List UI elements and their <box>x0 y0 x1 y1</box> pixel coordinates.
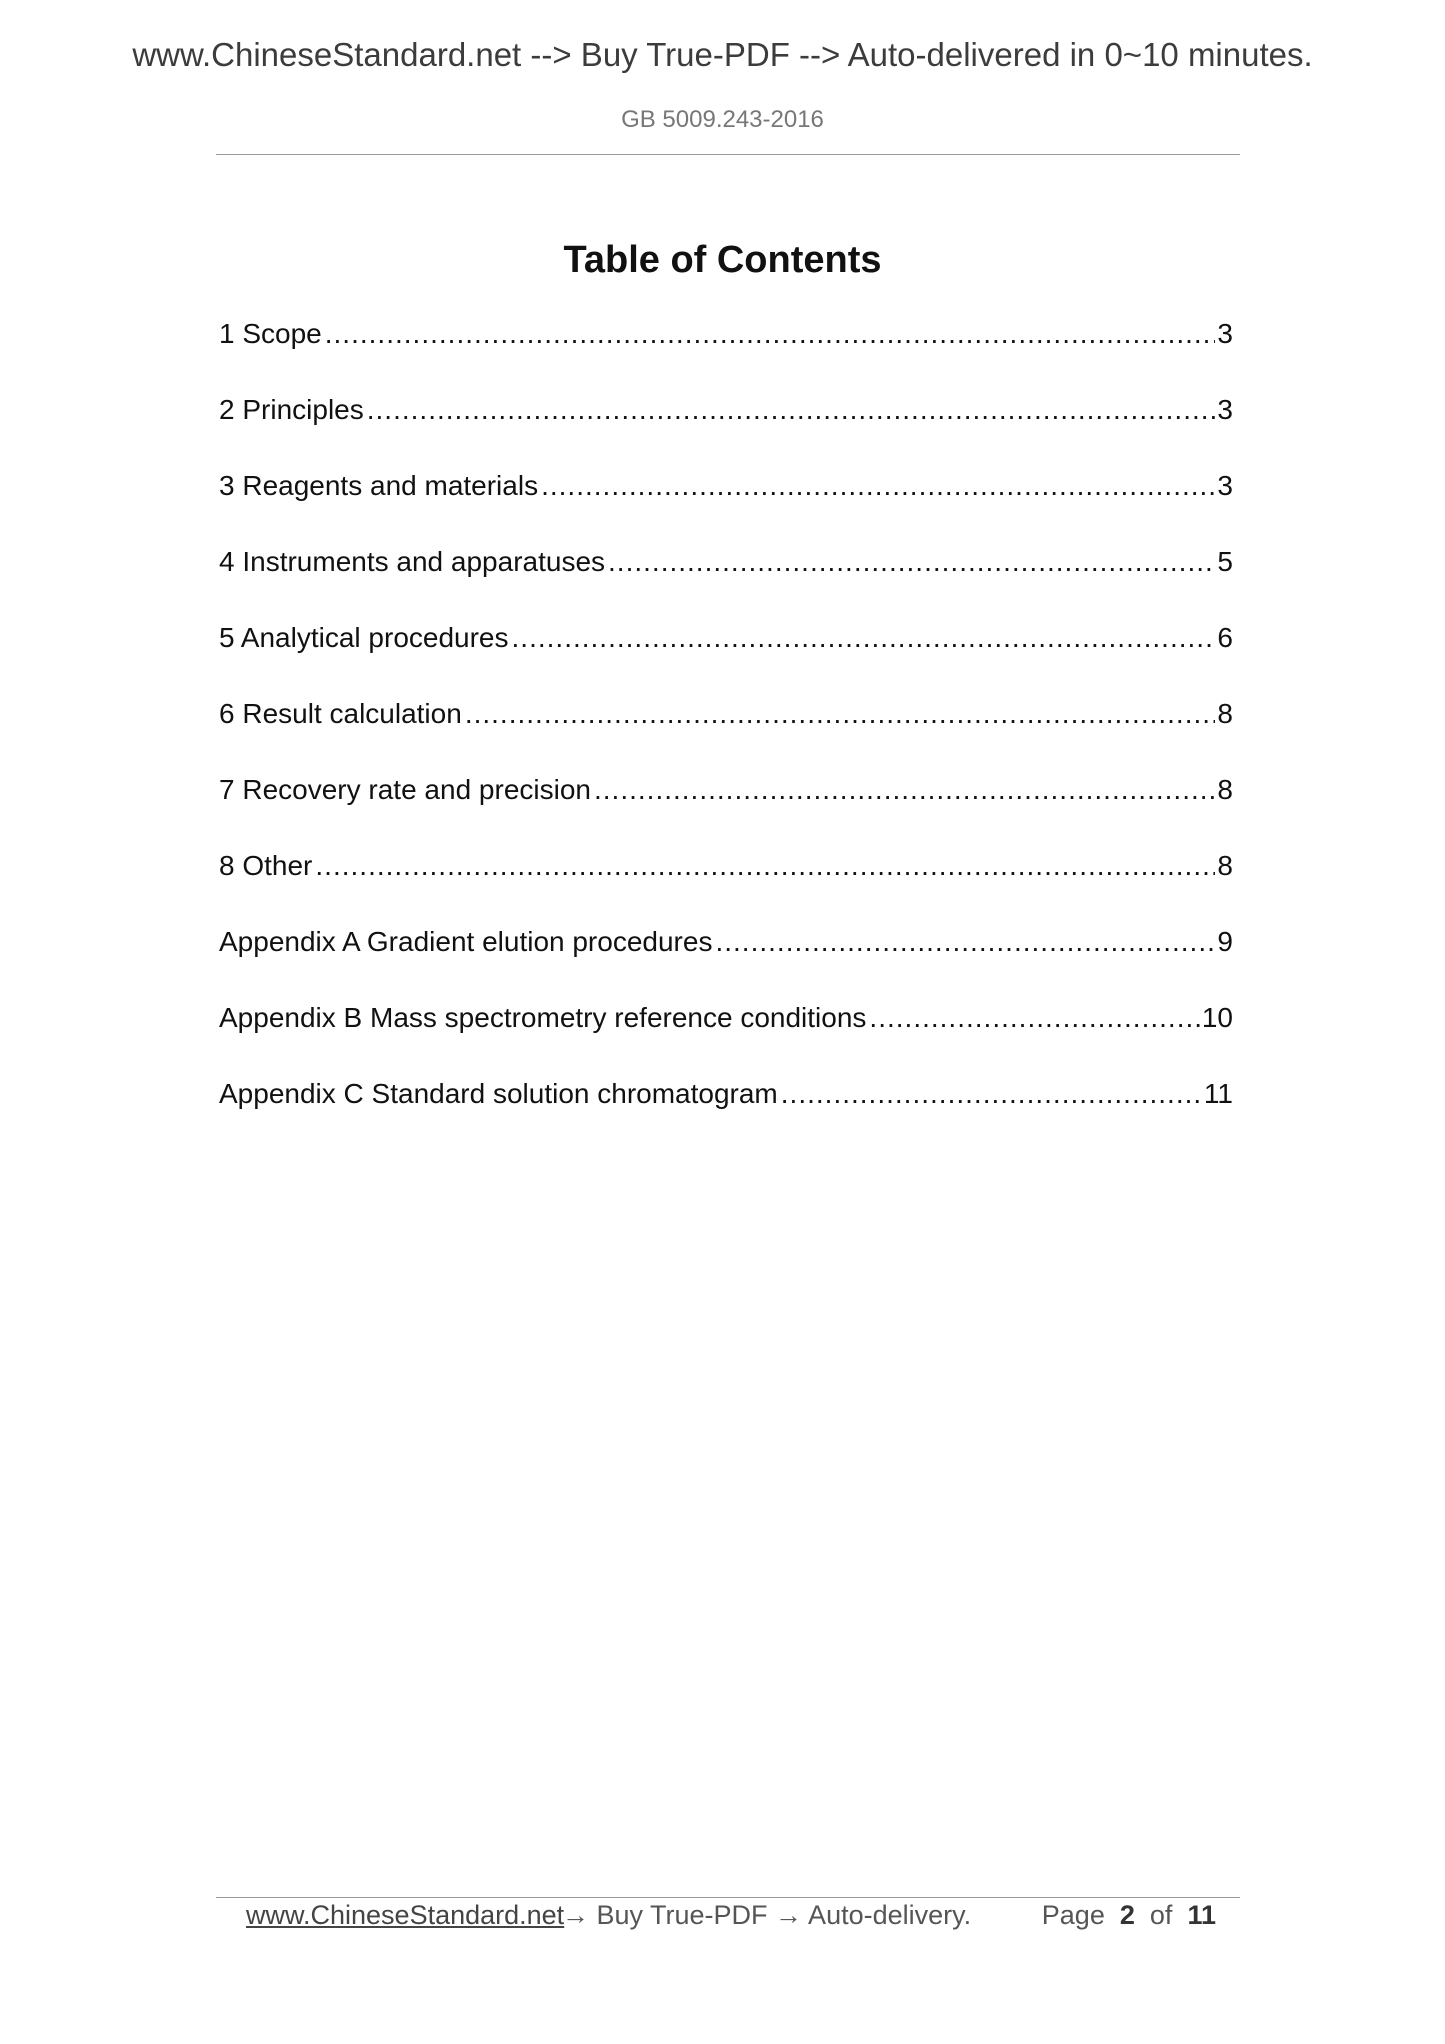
toc-entry-label: 5 Analytical procedures <box>219 622 509 653</box>
toc-entry-page: 9 <box>1217 926 1233 957</box>
toc-dot-leader <box>465 692 1216 736</box>
toc-entry-page: 3 <box>1217 318 1233 349</box>
toc-entry-appendix-b[interactable] <box>219 996 1233 1072</box>
toc-entry-label: 2 Principles <box>219 394 364 425</box>
toc-list <box>219 312 1233 1148</box>
page-total: 11 <box>1187 1900 1216 1930</box>
toc-entry-appendix-c[interactable] <box>219 1072 1233 1148</box>
toc-entry-page: 10 <box>1201 1002 1233 1033</box>
toc-entry-label: 1 Scope <box>219 318 322 349</box>
footer-divider <box>216 1897 1240 1898</box>
document-code: GB 5009.243-2016 <box>621 106 824 133</box>
page-indicator <box>1042 1900 1216 1931</box>
toc-entry-label: Appendix B Mass spectrometry reference conditions <box>219 1002 867 1033</box>
of-word: of <box>1149 1900 1173 1930</box>
toc-entry-label: Appendix A Gradient elution procedures <box>219 926 713 957</box>
toc-dot-leader <box>608 540 1215 584</box>
toc-entry-page: 3 <box>1217 470 1233 501</box>
toc-dot-leader <box>325 312 1216 356</box>
toc-entry-label: Appendix C Standard solution chromatogram <box>219 1078 778 1109</box>
toc-entry-principles[interactable] <box>219 388 1233 464</box>
toc-entry-label: 4 Instruments and apparatuses <box>219 546 606 577</box>
toc-entry-label: 6 Result calculation <box>219 698 462 729</box>
toc-entry-page: 8 <box>1217 698 1233 729</box>
toc-entry-procedures[interactable] <box>219 616 1233 692</box>
toc-dot-leader <box>315 844 1215 888</box>
toc-entry-scope[interactable] <box>219 312 1233 388</box>
toc-dot-leader <box>781 1072 1202 1116</box>
toc-entry-other[interactable] <box>219 844 1233 920</box>
toc-entry-label: 3 Reagents and materials <box>219 470 539 501</box>
toc-entry-page: 8 <box>1217 850 1233 881</box>
page-current: 2 <box>1119 1900 1135 1930</box>
toc-entry-calculation[interactable] <box>219 692 1233 768</box>
toc-title: Table of Contents <box>563 239 882 282</box>
toc-dot-leader <box>869 996 1199 1040</box>
toc-entry-page: 6 <box>1217 622 1233 653</box>
page-word: Page <box>1041 1900 1105 1930</box>
toc-entry-page: 8 <box>1217 774 1233 805</box>
toc-entry-label: 7 Recovery rate and precision <box>219 774 591 805</box>
toc-dot-leader <box>541 464 1215 508</box>
footer-delivery-text: → Buy True-PDF → Auto-delivery. <box>562 1900 972 1930</box>
toc-entry-appendix-a[interactable] <box>219 920 1233 996</box>
page-footer <box>246 1900 1216 1940</box>
footer-website-link[interactable]: www.ChineseStandard.net <box>246 1900 565 1930</box>
toc-entry-label: 8 Other <box>219 850 313 881</box>
toc-entry-page: 11 <box>1203 1078 1233 1109</box>
toc-dot-leader <box>594 768 1215 812</box>
toc-dot-leader <box>715 920 1215 964</box>
toc-entry-page: 5 <box>1217 546 1233 577</box>
header-divider <box>216 154 1240 155</box>
toc-entry-page: 3 <box>1217 394 1233 425</box>
toc-entry-reagents[interactable] <box>219 464 1233 540</box>
toc-entry-instruments[interactable] <box>219 540 1233 616</box>
toc-dot-leader <box>367 388 1216 432</box>
top-banner: www.ChineseStandard.net --> Buy True-PDF --> Auto-delivered in 0~10 minutes. <box>132 36 1313 73</box>
toc-entry-recovery[interactable] <box>219 768 1233 844</box>
toc-dot-leader <box>512 616 1216 660</box>
